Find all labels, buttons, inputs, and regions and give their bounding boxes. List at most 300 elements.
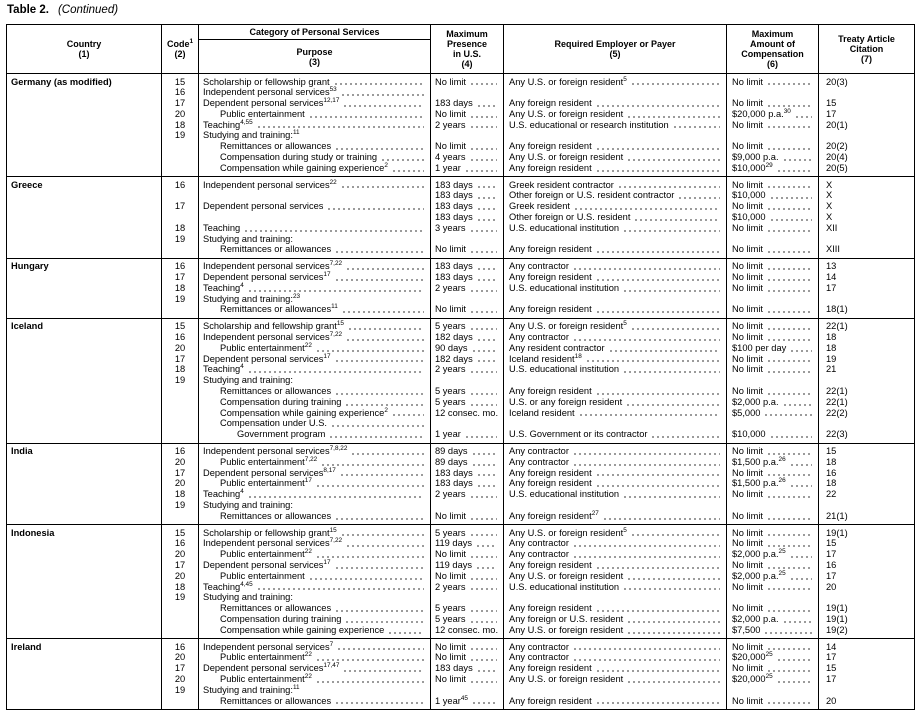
employer-cell-text: Other foreign or U.S. resident contractor	[509, 190, 675, 201]
dot-leader	[768, 83, 812, 85]
citation-cell-text: 22	[826, 489, 837, 500]
employer-cell	[504, 98, 726, 109]
footnote-ref: 7,22	[329, 330, 343, 338]
indent-spacer	[203, 162, 220, 163]
dot-leader	[471, 518, 497, 520]
dot-leader	[471, 621, 498, 623]
citation-cell-text: 14	[826, 641, 837, 652]
dot-leader	[604, 518, 720, 520]
footnote-ref: 11	[331, 303, 338, 311]
presence-cell	[431, 478, 503, 489]
code-cell	[162, 141, 198, 152]
citation-column	[819, 74, 914, 176]
dot-leader	[771, 436, 812, 438]
citation-cell	[819, 152, 914, 163]
dot-leader	[768, 474, 812, 476]
indent-spacer	[203, 254, 220, 255]
citation-cell	[819, 674, 914, 685]
purpose-cell	[199, 652, 430, 663]
dot-leader	[768, 670, 812, 672]
amount-cell-text: No limit	[732, 559, 763, 570]
dot-leader	[574, 268, 720, 270]
col-header-purpose-title: Purpose	[296, 46, 333, 57]
employer-cell	[504, 663, 726, 674]
treaty-table	[6, 24, 915, 710]
dot-leader	[478, 208, 497, 210]
dot-leader	[778, 659, 812, 661]
category-of-personal-services-header: Category of Personal Services	[199, 25, 430, 40]
purpose-cell	[199, 663, 430, 674]
employer-cell-text: Any foreign resident	[509, 663, 592, 674]
employer-cell-text: Any U.S. or foreign resident	[509, 152, 624, 163]
citation-cell-text: 20(3)	[826, 76, 848, 87]
purpose-cell	[199, 571, 430, 582]
presence-cell	[431, 614, 503, 625]
employer-cell-text: Any foreign resident	[509, 559, 592, 570]
code-cell	[162, 386, 198, 397]
dot-leader	[597, 251, 720, 253]
col-header-presence-num: (4)	[461, 59, 473, 69]
dot-leader	[317, 350, 424, 352]
amount-cell-text: No limit	[732, 446, 763, 456]
purpose-cell-text: Dependent personal services$^{17}$	[203, 558, 331, 570]
code-cell-text: 20	[174, 673, 186, 684]
employer-cell-text: Any foreign resident	[509, 467, 592, 478]
presence-cell	[431, 321, 503, 332]
country-name: Greece	[11, 179, 43, 190]
employer-cell	[504, 446, 726, 457]
purpose-cell-text: Public entertainment$^{17}$	[220, 477, 312, 489]
country-section	[7, 319, 914, 444]
presence-cell	[431, 294, 503, 305]
dot-leader	[768, 328, 812, 330]
footnote-ref: 22	[304, 651, 312, 659]
footnote-ref: 15	[336, 320, 344, 328]
presence-cell	[431, 152, 503, 163]
purpose-cell	[199, 152, 430, 163]
col-header-amount	[727, 25, 819, 73]
code-cell	[162, 234, 198, 245]
footnote-ref: 4,45	[240, 580, 253, 588]
citation-cell	[819, 77, 914, 88]
purpose-cell	[199, 201, 430, 212]
purpose-column	[199, 259, 431, 318]
purpose-column	[199, 639, 431, 709]
dot-leader	[258, 588, 424, 590]
code-cell-text: 18	[174, 222, 186, 233]
dot-leader	[768, 186, 812, 188]
dot-leader	[575, 208, 720, 210]
dot-leader	[471, 83, 497, 85]
presence-cell	[431, 109, 503, 120]
presence-cell-text: No limit	[435, 570, 466, 581]
code-cell	[162, 77, 198, 88]
footnote-ref: 26	[778, 455, 786, 463]
amount-cell-text: $20,000$^{25}$	[732, 651, 773, 663]
citation-cell	[819, 283, 914, 294]
citation-column	[819, 177, 914, 258]
purpose-cell-text: Remittances or allowances	[220, 510, 332, 521]
presence-cell-text: 12 consec. mo.	[435, 624, 499, 635]
presence-cell-text: No limit	[435, 510, 466, 521]
employer-cell	[504, 511, 726, 522]
employer-cell-text: Any contractor	[509, 641, 569, 652]
presence-cell-text: 119 days	[435, 538, 473, 549]
footnote-ref: 53	[329, 86, 337, 94]
dot-leader	[768, 360, 812, 362]
dot-leader	[791, 464, 812, 466]
citation-cell-text: 20	[826, 581, 837, 592]
citation-cell-text: 19(1)	[826, 613, 848, 624]
presence-cell	[431, 343, 503, 354]
presence-cell-text: No limit	[435, 76, 466, 87]
employer-cell	[504, 457, 726, 468]
code-cell	[162, 272, 198, 283]
citation-cell	[819, 130, 914, 141]
dot-leader	[310, 578, 424, 580]
dot-leader	[624, 230, 720, 232]
employer-cell-text: U.S. or any foreign resident	[509, 396, 623, 407]
dot-leader	[791, 556, 812, 558]
dot-leader	[768, 393, 812, 395]
citation-cell	[819, 212, 914, 223]
amount-column	[727, 444, 819, 525]
footnote-ref: 11	[292, 129, 300, 137]
citation-cell	[819, 364, 914, 375]
employer-cell	[504, 538, 726, 549]
employer-cell-text: U.S. educational institution	[509, 222, 620, 233]
employer-cell	[504, 244, 726, 255]
citation-cell-text: 18	[826, 342, 837, 353]
employer-cell-text: Any foreign resident	[509, 386, 592, 397]
amount-cell-text: $1,500 p.a.$^{26}$	[732, 477, 786, 489]
employer-cell-text: Any contractor	[509, 456, 569, 467]
citation-cell-text: 15	[826, 446, 837, 456]
amount-cell	[727, 130, 818, 141]
employer-column	[504, 444, 727, 525]
employer-cell	[504, 87, 726, 98]
citation-cell	[819, 592, 914, 603]
employer-cell	[504, 190, 726, 201]
presence-cell	[431, 560, 503, 571]
employer-cell	[504, 603, 726, 614]
employer-cell	[504, 429, 726, 440]
amount-cell-text: $20,000$^{25}$	[732, 672, 773, 684]
purpose-cell-text: Government program	[237, 429, 326, 440]
presence-column	[431, 74, 504, 176]
purpose-cell-text: Studying and training:$^{23}$	[203, 292, 301, 304]
employer-cell-text: Any contractor	[509, 549, 569, 560]
citation-cell-text: 20(1)	[826, 119, 848, 130]
citation-cell-text: 18(1)	[826, 304, 848, 315]
employer-cell-text: Any U.S. or foreign resident$^5$	[509, 526, 627, 538]
presence-cell	[431, 674, 503, 685]
citation-cell-text: 22(1)	[826, 386, 848, 397]
presence-cell-text: 90 days	[435, 342, 468, 353]
dot-leader	[471, 159, 498, 161]
col-header-amount-line1: Maximum	[751, 29, 794, 39]
purpose-cell	[199, 560, 430, 571]
citation-cell	[819, 180, 914, 191]
citation-cell	[819, 87, 914, 98]
purpose-cell-text: Studying and training:$^{11}$	[203, 129, 300, 141]
purpose-cell	[199, 234, 430, 245]
code-cell	[162, 375, 198, 386]
purpose-cell	[199, 343, 430, 354]
employer-cell-text: Any contractor	[509, 261, 569, 272]
citation-cell-text: 15	[826, 538, 837, 549]
amount-cell-text: No limit	[732, 467, 763, 478]
presence-cell	[431, 364, 503, 375]
employer-cell-text: Any U.S. or foreign resident	[509, 624, 624, 635]
col-header-amount-line2: Amount of	[750, 39, 795, 49]
footnote-ref: 7,8,22	[329, 444, 348, 452]
presence-cell	[431, 375, 503, 386]
citation-cell	[819, 642, 914, 653]
presence-cell-text: 183 days	[435, 478, 473, 489]
citation-cell-text: 13	[826, 261, 837, 272]
amount-cell	[727, 582, 818, 593]
purpose-cell-text: Studying and training:	[203, 592, 293, 603]
purpose-cell	[199, 642, 430, 653]
dot-leader	[771, 197, 812, 199]
dot-leader	[471, 251, 497, 253]
code-cell	[162, 223, 198, 234]
employer-cell-text: Iceland resident$^{18}$	[509, 352, 582, 364]
presence-cell	[431, 354, 503, 365]
purpose-cell	[199, 429, 430, 440]
footnote-ref: 17	[323, 352, 331, 360]
citation-cell-text: 19(1)	[826, 603, 848, 614]
code-cell	[162, 674, 198, 685]
purpose-cell-text: Remittances or allowances	[220, 244, 332, 255]
dot-leader	[317, 556, 424, 558]
amount-cell-text: No limit	[732, 141, 763, 152]
dot-leader	[471, 578, 497, 580]
amount-cell	[727, 408, 818, 419]
amount-cell-text: No limit	[732, 179, 763, 190]
indent-spacer	[203, 705, 220, 706]
code-cell	[162, 354, 198, 365]
dot-leader	[791, 485, 812, 487]
code-cell-text: 17	[174, 201, 186, 212]
amount-cell	[727, 478, 818, 489]
presence-cell-text: 4 years	[435, 152, 466, 163]
amount-cell	[727, 201, 818, 212]
dot-leader	[778, 681, 812, 683]
employer-column	[504, 259, 727, 318]
amount-cell	[727, 685, 818, 696]
purpose-cell	[199, 223, 430, 234]
col-header-code-title	[167, 39, 193, 49]
dot-leader	[765, 414, 812, 416]
country-column	[7, 319, 162, 443]
employer-cell-text: U.S. educational institution	[509, 581, 620, 592]
citation-cell	[819, 429, 914, 440]
employer-cell	[504, 120, 726, 131]
citation-cell-text: 17	[826, 673, 837, 684]
dot-leader	[597, 702, 720, 704]
code-cell	[162, 500, 198, 511]
purpose-cell-text: Teaching$^{4,55}$	[203, 118, 253, 130]
citation-column	[819, 444, 914, 525]
dot-leader	[473, 350, 497, 352]
dot-leader	[628, 681, 720, 683]
citation-cell	[819, 603, 914, 614]
purpose-cell	[199, 212, 430, 223]
employer-cell	[504, 180, 726, 191]
code-cell	[162, 332, 198, 343]
citation-cell	[819, 223, 914, 234]
indent-spacer	[203, 439, 237, 440]
presence-cell	[431, 538, 503, 549]
citation-cell	[819, 272, 914, 283]
dot-leader	[466, 170, 497, 172]
purpose-cell-text: Dependent personal services$^{17,47}$	[203, 662, 340, 674]
purpose-cell	[199, 478, 430, 489]
footnote-ref: 7,22	[304, 455, 318, 463]
amount-cell-text: No limit	[732, 222, 763, 233]
employer-column	[504, 177, 727, 258]
dot-leader	[478, 268, 497, 270]
citation-cell	[819, 446, 914, 457]
code-cell-text: 20	[174, 342, 186, 353]
citation-cell-text: X	[826, 190, 833, 201]
presence-cell	[431, 212, 503, 223]
col-header-citation	[819, 25, 914, 73]
code-cell	[162, 511, 198, 522]
code-column	[162, 639, 199, 709]
amount-cell-text: No limit	[732, 364, 763, 375]
footnote-ref: 23	[292, 292, 301, 300]
presence-cell-text: 183 days	[435, 467, 473, 478]
employer-cell	[504, 528, 726, 539]
employer-column	[504, 639, 727, 709]
employer-cell	[504, 468, 726, 479]
amount-cell	[727, 272, 818, 283]
citation-cell	[819, 500, 914, 511]
citation-cell-text: 21(1)	[826, 510, 848, 521]
dot-leader	[624, 290, 720, 292]
dot-leader	[768, 545, 812, 547]
footnote-ref: 18	[574, 352, 582, 360]
table-continued-label: (Continued)	[57, 4, 119, 16]
code-cell	[162, 408, 198, 419]
presence-cell-text: 183 days	[435, 179, 473, 190]
purpose-cell-text: Public entertainment	[220, 570, 305, 581]
dot-leader	[330, 436, 424, 438]
code-cell	[162, 130, 198, 141]
employer-cell-text: Any U.S. or foreign resident	[509, 108, 624, 119]
employer-cell	[504, 201, 726, 212]
presence-cell	[431, 582, 503, 593]
code-cell	[162, 109, 198, 120]
employer-cell-text: Any U.S. or foreign resident	[509, 570, 624, 581]
country-name: Ireland	[11, 641, 42, 652]
presence-cell-text: 119 days	[435, 559, 473, 570]
presence-cell-text: No limit	[435, 244, 466, 255]
presence-cell	[431, 244, 503, 255]
code-cell	[162, 418, 198, 429]
dot-leader	[245, 230, 424, 232]
code-cell	[162, 642, 198, 653]
dot-leader	[628, 159, 720, 161]
code-cell	[162, 663, 198, 674]
dot-leader	[471, 404, 498, 406]
col-header-amount-num: (6)	[767, 59, 778, 69]
dot-leader	[471, 659, 497, 661]
purpose-cell-text: Studying and training:$^{11}$	[203, 683, 300, 695]
presence-cell	[431, 272, 503, 283]
purpose-cell-text: Compensation during training	[220, 613, 342, 624]
employer-cell	[504, 77, 726, 88]
dot-leader	[768, 339, 812, 341]
purpose-cell-text: Remittances or allowances	[220, 386, 332, 397]
indent-spacer	[203, 635, 220, 636]
dot-leader	[249, 290, 424, 292]
employer-column	[504, 525, 727, 638]
code-cell-text: 17	[174, 353, 186, 364]
purpose-cell-text: Teaching$^4$	[203, 281, 244, 293]
amount-cell-text: No limit	[732, 244, 763, 255]
dot-leader	[471, 681, 497, 683]
footnote-ref: 27	[591, 509, 599, 517]
dot-leader	[597, 148, 720, 150]
dot-leader	[466, 436, 497, 438]
dot-leader	[674, 126, 720, 128]
amount-column	[727, 259, 819, 318]
amount-cell	[727, 234, 818, 245]
presence-cell-text: 2 years	[435, 364, 466, 375]
indent-spacer	[203, 407, 220, 408]
citation-cell-text: XII	[826, 222, 838, 233]
dot-leader	[597, 610, 720, 612]
footnote-ref: 22	[304, 341, 312, 349]
col-header-citation-num: (7)	[861, 54, 872, 64]
footnote-ref: 8,17	[323, 466, 336, 474]
code-cell-text: 16	[174, 332, 186, 343]
amount-cell-text: No limit	[732, 76, 763, 87]
presence-cell-text: 5 years	[435, 613, 466, 624]
employer-cell	[504, 408, 726, 419]
col-header-citation-line2: Citation	[849, 44, 884, 54]
purpose-cell-text: Public entertainment$^{22}$	[220, 341, 312, 353]
employer-cell-text: U.S. Government or its contractor	[509, 429, 648, 440]
dot-leader	[342, 94, 424, 96]
code-cell	[162, 489, 198, 500]
country-column	[7, 177, 162, 258]
dot-leader	[652, 436, 720, 438]
employer-cell	[504, 614, 726, 625]
employer-cell-text: Greek resident	[509, 201, 570, 212]
citation-cell-text: XIII	[826, 244, 840, 255]
indent-spacer	[203, 624, 220, 625]
presence-cell	[431, 163, 503, 174]
dot-leader	[317, 485, 424, 487]
purpose-cell-text: Dependent personal services	[203, 201, 324, 212]
footnote-ref: 22	[304, 672, 312, 680]
dot-leader	[628, 116, 720, 118]
purpose-cell	[199, 354, 430, 365]
employer-cell	[504, 549, 726, 560]
amount-cell	[727, 141, 818, 152]
amount-cell-text: No limit	[732, 695, 763, 706]
employer-cell	[504, 223, 726, 234]
citation-cell-text: 20(5)	[826, 162, 848, 173]
dot-leader	[597, 474, 720, 476]
purpose-cell	[199, 696, 430, 707]
dot-leader	[478, 186, 497, 188]
